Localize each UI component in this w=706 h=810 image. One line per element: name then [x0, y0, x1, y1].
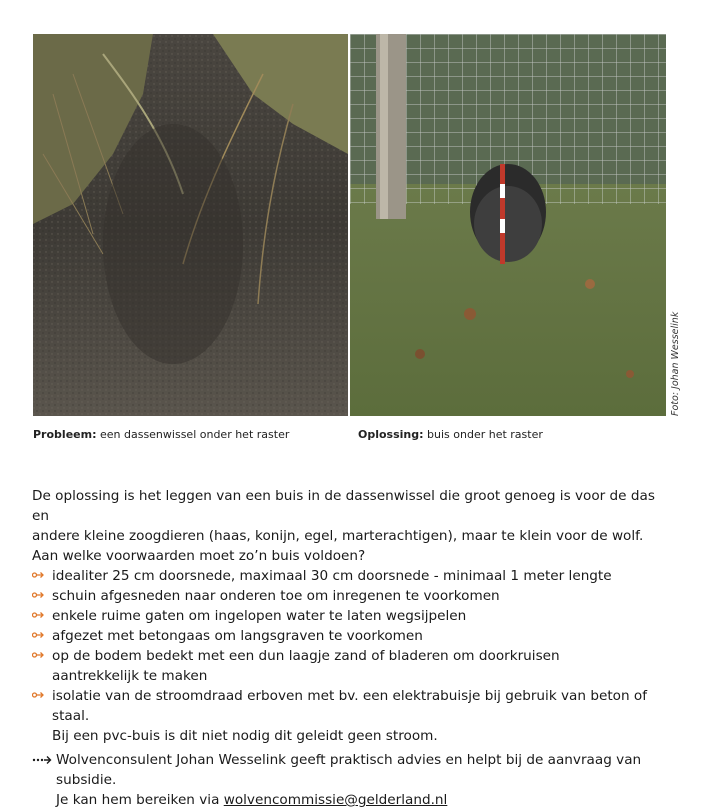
- caption-text: buis onder het raster: [423, 428, 543, 441]
- orange-arrow-bullet-icon: [32, 570, 44, 580]
- list-item-text: isolatie van de stroomdraad erboven met bv. een elektrabuisje bij gebruik van beton of staal.: [52, 688, 648, 724]
- requirements-list: [32, 566, 682, 746]
- solution-caption: [358, 428, 543, 441]
- list-item-text: op de bodem bedekt met een dun laagje zand of bladeren om doorkruisen: [52, 648, 560, 664]
- list-item-text: afgezet met betongaas om langsgraven te voorkomen: [52, 628, 423, 644]
- caption-label: Oplossing:: [358, 428, 424, 441]
- email-link[interactable]: wolvencommissie@gelderland.nl: [223, 792, 448, 808]
- solution-photo: [350, 34, 666, 416]
- problem-caption: [33, 428, 289, 441]
- list-item-text-continued: Bij een pvc-buis is dit niet nodig dit geleidt geen stroom.: [52, 728, 438, 744]
- caption-text: een dassenwissel onder het raster: [96, 428, 290, 441]
- list-item: [32, 626, 682, 646]
- problem-photo: [33, 34, 348, 416]
- intro-line: andere kleine zoogdieren (haas, konijn, egel, marterachtigen), maar te klein voor de wolf.: [32, 528, 644, 544]
- orange-arrow-bullet-icon: [32, 590, 44, 600]
- intro-line: De oplossing is het leggen van een buis in de dassenwissel die groot genoeg is voor de das en: [32, 488, 655, 524]
- orange-arrow-bullet-icon: [32, 610, 44, 620]
- orange-arrow-bullet-icon: [32, 630, 44, 640]
- list-item-text: enkele ruime gaten om ingelopen water te laten wegsijpelen: [52, 608, 467, 624]
- intro-line: Aan welke voorwaarden moet zo’n buis voldoen?: [32, 548, 366, 564]
- caption-label: Probleem:: [33, 428, 97, 441]
- list-item-text: idealiter 25 cm doorsnede, maximaal 30 cm doorsnede - minimaal 1 meter lengte: [52, 568, 612, 584]
- contact-line: Wolvenconsulent Johan Wesselink geeft praktisch advies en helpt bij de aanvraag van subsidie.: [56, 752, 642, 788]
- photo-credit: Foto: Johan Wesselink: [670, 311, 681, 416]
- contact-prefix: Je kan hem bereiken via: [56, 792, 224, 808]
- list-item: [32, 566, 682, 586]
- orange-arrow-bullet-icon: [32, 650, 44, 660]
- list-item: [32, 686, 682, 746]
- list-item: [32, 606, 682, 626]
- intro-paragraph: [32, 486, 672, 566]
- pipe-under-fence-photo: [350, 34, 666, 416]
- list-item: [32, 646, 682, 686]
- list-item-text-continued: aantrekkelijk te maken: [52, 668, 208, 684]
- orange-arrow-bullet-icon: [32, 690, 44, 700]
- list-item: [32, 586, 682, 606]
- dirt-path-photo: [33, 34, 348, 416]
- list-item-text: schuin afgesneden naar onderen toe om inregenen te voorkomen: [52, 588, 500, 604]
- dotted-arrow-icon: [32, 753, 52, 767]
- contact-note: [32, 750, 692, 810]
